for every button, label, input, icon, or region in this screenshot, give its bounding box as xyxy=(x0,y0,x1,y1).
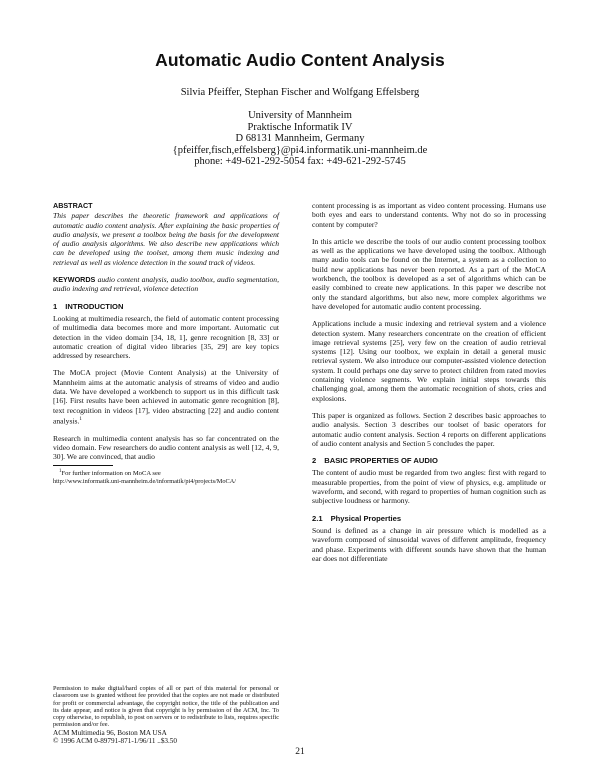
page-number: 21 xyxy=(295,747,305,757)
subsection-2-1-title: Physical Properties xyxy=(330,513,402,523)
section-1-heading xyxy=(53,302,279,311)
footnote-marker: 1 xyxy=(79,416,82,422)
subsection-2-1-paragraph: Sound is defined as a change in air pressure which is modelled as a waveform composed of sinusoidal waves of different amplitude, frequency and phase. Experiments with different sounds have shown that the human ear does not differentiate xyxy=(312,525,546,563)
intro-paragraph-3: Research in multimedia content analysis has so far concentrated on the video domain. Few researchers do audio content analysis as well [12, 4, 9, 30]. We are convinced, that audio xyxy=(53,433,279,462)
section-1-title: INTRODUCTION xyxy=(65,301,124,311)
footnote-body: For further information on MoCA see xyxy=(61,469,161,477)
footnote-rule xyxy=(53,465,113,466)
section-2-paragraph: The content of audio must be regarded from two angles: first with regard to measurable properties, from the point of view of physics, e.g. amplitude or waveform, and second, with regard to properties of human cognition such as subjective loudness or harmony. xyxy=(312,468,546,506)
footnote-url[interactable]: http://www.informatik.uni-mannheim.de/informatik/pi4/projects/MoCA/ xyxy=(53,477,237,485)
intro-paragraph-1: Looking at multimedia research, the field of automatic content processing of multimedia data becomes more and more important. Automatic cut detection in the video domain [34, 18, 1], genre recognition [8, 33] or automatic creation of digital video libraries [35, 29] are key topics addressed by researchers. xyxy=(53,313,279,361)
right-paragraph-1: content processing is as important as video content processing. Humans use both eyes and ears to understand contents. Why not do so in processing content by computer? xyxy=(312,201,546,229)
keywords-heading: KEYWORDS xyxy=(53,275,96,285)
intro-paragraph-2 xyxy=(53,368,279,425)
subsection-2-1-number: 2.1 xyxy=(312,513,323,523)
affiliation-department: Praktische Informatik IV xyxy=(247,121,353,133)
intro-paragraph-2-text: The MoCA project (Movie Content Analysis) at the University of Mannheim aims at the automatic analysis of streams of video and audio data. We have developed a workbench to support us in this difficult task [16]. First results have been achieved in automatic genre recognition [8], text recognition in videos [17], video abstracting [22] and audio content analysis. xyxy=(53,368,279,426)
abstract-text: This paper describes the theoretic framework and applications of automatic audio content analysis. After explaining the basic properties of audio analysis, we present a toolbox being the basis for the development of audio analysis algorithms. We also describe new applications which can be developed using the toolset, among them music indexing and retrieval as well as violence detection in the sound track of videos. xyxy=(53,211,279,267)
affiliation-block xyxy=(0,110,600,168)
conference-venue: ACM Multimedia 96, Boston MA USA xyxy=(53,728,167,737)
permission-text: Permission to make digital/hard copies of all or part of this material for personal or classroom use is granted without fee provided that the copies are not made or distributed for profit or commercial advantage, the copyright notice, the title of the publication and its date appear, and notice is given that copyright is by permission of the ACM, Inc. To copy otherwise, to republish, to post on servers or to redistribute to lists, requires specific permission and/or fee. xyxy=(53,685,279,729)
affiliation-phone-fax: phone: +49-621-292-5054 fax: +49-621-292-5745 xyxy=(194,156,406,167)
author-list: Silvia Pfeiffer, Stephan Fischer and Wolfgang Effelsberg xyxy=(180,87,420,98)
section-2-title: BASIC PROPERTIES OF AUDIO xyxy=(324,456,438,466)
copyright-line: © 1996 ACM 0-89791-871-1/96/11 ..$3.50 xyxy=(53,736,177,745)
paper-title: Automatic Audio Content Analysis xyxy=(155,50,445,70)
affiliation-email[interactable]: {pfeiffer,fisch,effelsberg}@pi4.informatik.uni-mannheim.de xyxy=(172,144,428,156)
abstract-heading: ABSTRACT xyxy=(53,201,93,210)
section-2-number: 2 xyxy=(312,456,317,466)
keywords-paragraph xyxy=(53,275,279,294)
section-1-number: 1 xyxy=(53,301,58,311)
affiliation-address: D 68131 Mannheim, Germany xyxy=(235,133,365,144)
right-paragraph-3: Applications include a music indexing and retrieval system and a violence detection system. Many researchers concentrate on the creation of efficient image retrieval systems [25], very few on the creation of audio retrieval systems [12]. Using our toolbox, we explain in detail a general music retrieval system. We also introduce our computer-assisted violence detection system. It could perhaps one day serve to protect children from rated movies containing violence segments. We explain initial steps towards this challenging goal, among them the automatic recognition of shots, cries and explosions. xyxy=(312,319,546,403)
right-column xyxy=(312,201,546,571)
left-column xyxy=(53,201,279,494)
footnote-text xyxy=(59,468,279,478)
permission-notice xyxy=(53,685,279,745)
subsection-2-1-heading xyxy=(312,514,546,523)
right-paragraph-4: This paper is organized as follows. Section 2 describes basic approaches to audio analysis. Section 3 describes our toolset of basic operators for automatic audio content analysis. Section 4 reports on different applications of audio content analysis and Section 5 concludes the paper. xyxy=(312,410,546,448)
footnote-number: 1 xyxy=(59,468,62,474)
keywords-text: audio content analysis, audio toolbox, audio segmentation, audio indexing and retrieval, violence detection xyxy=(53,275,279,294)
right-paragraph-2: In this article we describe the tools of our audio content processing toolbox as well as the applications we have developed using the toolbox. Although many audio tools can be found on the Internet, a system as a collection to build new applications has never been reported. As a part of the MoCA workbench, the toolbox is developed as a set of algorithms which can be easily combined to create new applications. In this paper we describe not only the standard algorithms, but also new, more complex algorithms we have developed for automatic audio content processing. xyxy=(312,236,546,311)
affiliation-university: University of Mannheim xyxy=(248,110,352,121)
section-2-heading xyxy=(312,456,546,465)
